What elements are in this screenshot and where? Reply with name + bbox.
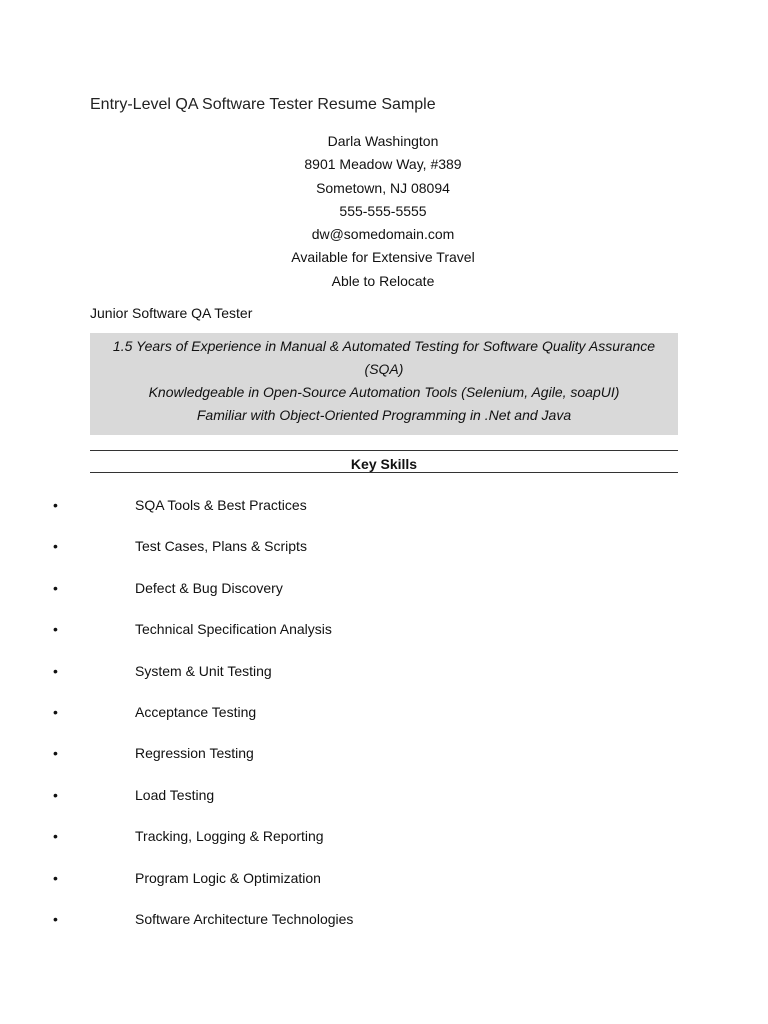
contact-block <box>90 130 676 293</box>
skill-label: System & Unit Testing <box>135 662 272 679</box>
skill-item <box>0 619 768 660</box>
skill-item <box>0 702 768 743</box>
skill-item <box>0 785 768 826</box>
contact-email: dw@somedomain.com <box>311 226 455 243</box>
skill-item <box>0 826 768 867</box>
skill-item <box>0 743 768 784</box>
skill-label: Acceptance Testing <box>135 703 257 720</box>
summary-line-1: 1.5 Years of Experience in Manual & Automated Testing for Software Quality Assurance <box>112 338 656 354</box>
bullet-icon: • <box>53 786 58 803</box>
bullet-icon: • <box>53 703 58 720</box>
skill-item <box>0 868 768 909</box>
skill-label: Regression Testing <box>135 745 254 762</box>
skill-label: Software Architecture Technologies <box>135 910 354 927</box>
bullet-icon: • <box>53 745 58 762</box>
summary-line-2: Knowledgeable in Open-Source Automation Tools (Selenium, Agile, soapUI) <box>148 384 620 400</box>
bullet-icon: • <box>53 828 58 845</box>
skill-label: Load Testing <box>135 786 215 803</box>
bullet-icon: • <box>53 621 58 638</box>
bullet-icon: • <box>53 497 58 513</box>
bullet-icon: • <box>53 538 58 555</box>
contact-phone: 555-555-5555 <box>339 202 427 219</box>
bullet-icon: • <box>53 869 58 886</box>
bullet-icon: • <box>53 579 58 596</box>
contact-name: Darla Washington <box>327 133 439 149</box>
skill-item <box>0 495 768 536</box>
skill-label: Tracking, Logging & Reporting <box>135 828 324 845</box>
bullet-icon: • <box>53 910 58 927</box>
skill-label: Technical Specification Analysis <box>135 621 332 638</box>
summary-box <box>90 333 678 435</box>
skill-label: Program Logic & Optimization <box>135 869 321 886</box>
contact-address-line2: Sometown, NJ 08094 <box>316 179 450 196</box>
contact-travel: Available for Extensive Travel <box>291 249 475 266</box>
skill-item <box>0 536 768 577</box>
document-title: Entry-Level QA Software Tester Resume Sample <box>90 96 436 113</box>
summary-line-3: Familiar with Object-Oriented Programming in .Net and Java <box>196 407 572 423</box>
bullet-icon: • <box>53 662 58 679</box>
skills-list <box>0 495 768 950</box>
skill-item <box>0 909 768 950</box>
summary-line-1b: (SQA) <box>364 361 404 377</box>
skill-item <box>0 578 768 619</box>
contact-relocate: Able to Relocate <box>331 272 435 289</box>
skill-label: Defect & Bug Discovery <box>135 579 283 596</box>
key-skills-heading: Key Skills <box>90 450 678 473</box>
skill-label: SQA Tools & Best Practices <box>135 497 307 513</box>
resume-headline: Junior Software QA Tester <box>90 305 253 321</box>
contact-address-line1: 8901 Meadow Way, #389 <box>304 156 462 173</box>
skill-label: Test Cases, Plans & Scripts <box>135 538 307 555</box>
skill-item <box>0 661 768 702</box>
